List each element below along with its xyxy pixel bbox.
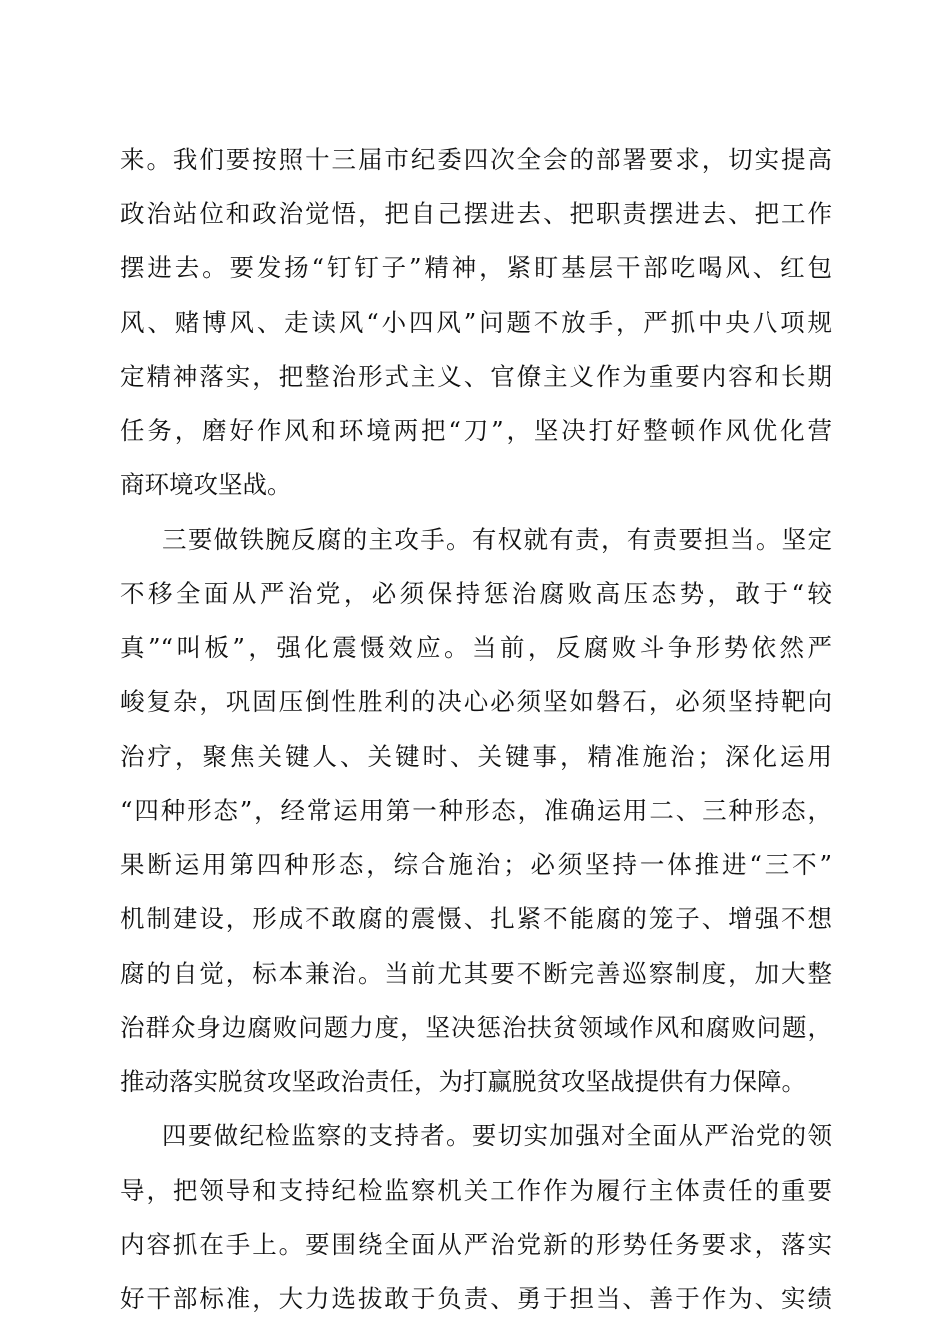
text-line: 治疗，聚焦关键人、关键时、关键事，精准施治；深化运用	[120, 742, 832, 771]
text-line: “四种形态”，经常运用第一种形态，准确运用二、三种形态，	[120, 796, 832, 825]
text-line: 风、赌博风、走读风“小四风”问题不放手，严抓中央八项规	[120, 308, 832, 337]
text-line: 商环境攻坚战。	[120, 470, 292, 499]
paragraph-start-line: 三要做铁腕反腐的主攻手。有权就有责，有责要担当。坚定	[162, 525, 832, 554]
text-line: 导，把领导和支持纪检监察机关工作作为履行主体责任的重要	[120, 1176, 832, 1205]
text-line: 果断运用第四种形态，综合施治；必须坚持一体推进“三不”	[120, 850, 832, 879]
text-line: 治群众身边腐败问题力度，坚决惩治扶贫领域作风和腐败问题，	[120, 1013, 832, 1042]
text-line: 推动落实脱贫攻坚政治责任，为打赢脱贫攻坚战提供有力保障。	[120, 1067, 806, 1096]
text-line: 定精神落实，把整治形式主义、官僚主义作为重要内容和长期	[120, 362, 832, 391]
text-line: 真”“叫板”，强化震慑效应。当前，反腐败斗争形势依然严	[120, 633, 832, 662]
text-line: 机制建设，形成不敢腐的震慑、扎紧不能腐的笼子、增强不想	[120, 904, 832, 933]
text-line: 任务，磨好作风和环境两把“刀”，坚决打好整顿作风优化营	[120, 416, 832, 445]
text-line: 内容抓在手上。要围绕全面从严治党新的形势任务要求，落实	[120, 1230, 832, 1259]
text-line: 来。我们要按照十三届市纪委四次全会的部署要求，切实提高	[120, 145, 832, 174]
text-line: 摆进去。要发扬“钉钉子”精神，紧盯基层干部吃喝风、红包	[120, 253, 832, 282]
paragraph-start-line: 四要做纪检监察的支持者。要切实加强对全面从严治党的领	[162, 1121, 832, 1150]
text-line: 峻复杂，巩固压倒性胜利的决心必须坚如磐石，必须坚持靶向	[120, 687, 832, 716]
text-line: 腐的自觉，标本兼治。当前尤其要不断完善巡察制度，加大整	[120, 959, 832, 988]
text-line: 政治站位和政治觉悟，把自己摆进去、把职责摆进去、把工作	[120, 199, 832, 228]
text-line: 好干部标准，大力选拔敢于负责、勇于担当、善于作为、实绩	[120, 1284, 832, 1313]
text-line: 不移全面从严治党，必须保持惩治腐败高压态势，敢于“较	[120, 579, 832, 608]
